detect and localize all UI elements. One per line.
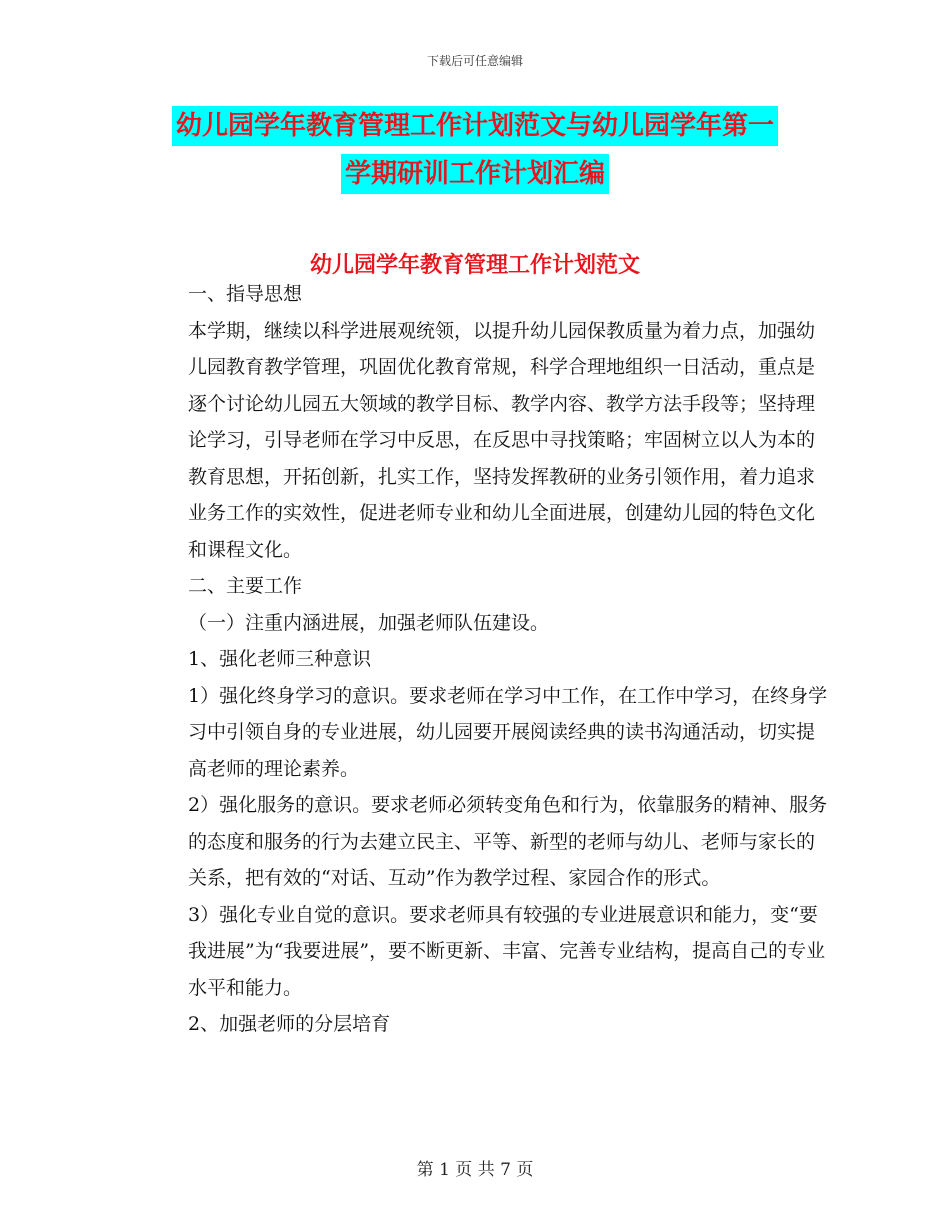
list-heading: 2、加强老师的分层培育 [188, 1013, 391, 1035]
heading-main-work: 二、主要工作 [188, 575, 303, 597]
heading-guiding-thought: 一、指导思想 [188, 283, 303, 305]
paragraph: 3）强化专业自觉的意识。要求老师具有较强的专业进展意识和能力，变“要我进展”为“我要进展”，要不断更新、丰富、完善专业结构，提高自己的专业水平和能力。 [188, 903, 826, 999]
paragraph: 1）强化终身学习的意识。要求老师在学习中工作，在工作中学习，在终身学习中引领自身的专业进展，幼儿园要开展阅读经典的读书沟通活动，切实提高老师的理论素养。 [188, 684, 828, 780]
subheading: （一）注重内涵进展，加强老师队伍建设。 [188, 611, 550, 634]
section-heading: 幼儿园学年教育管理工作计划范文 [309, 252, 640, 278]
title-line-2: 学期研训工作计划汇编 [341, 154, 609, 194]
document-title [0, 106, 950, 194]
title-line-1: 幼儿园学年教育管理工作计划范文与幼儿园学年第一 [172, 106, 778, 146]
list-heading: 1、强化老师三种意识 [188, 648, 372, 670]
paragraph: 本学期，继续以科学进展观统领，以提升幼儿园保教质量为着力点，加强幼儿园教育教学管理，巩固优化教育常规，科学合理地组织一日活动，重点是逐个讨论幼儿园五大领域的教学目标、教学内容、教学方法手段等；坚持理论学习，引导老师在学习中反思，在反思中寻找策略；牢固树立以人为本的教育思想，开拓创新，扎实工作，坚持发挥教研的业务引领作用，着力追求业务工作的实效性，促进老师专业和幼儿全面进展，创建幼儿园的特色文化和课程文化。 [188, 319, 816, 561]
header-note: 下载后可任意编辑 [426, 54, 523, 68]
body-text [140, 276, 830, 1043]
paragraph: 2）强化服务的意识。要求老师必须转变角色和行为，依靠服务的精神、服务的态度和服务的行为去建立民主、平等、新型的老师与幼儿、老师与家长的关系，把有效的“对话、互动”作为教学过程、家园合作的形式。 [188, 794, 828, 889]
page-footer: 第 1 页 共 7 页 [416, 1160, 534, 1180]
